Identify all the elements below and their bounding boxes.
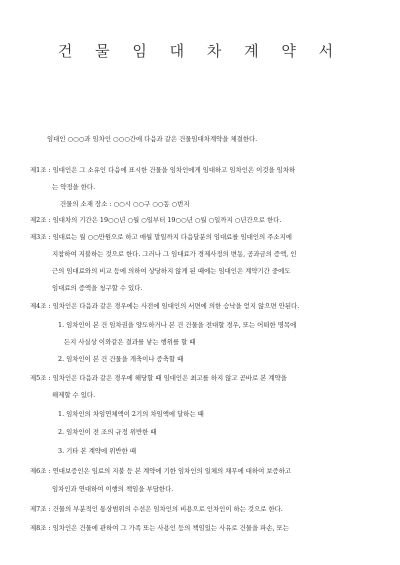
article-3-line-4: 임대료의 증액을 청구할 수 있다. [52, 284, 143, 292]
article-2-line-1: 제2조 : 임대차의 기간은 19○○년 ○월 ○일부터 19○○년 ○월 ○일까지 ○년간으로 한다. [30, 216, 282, 224]
article-3-line-1: 제3조 : 임대료는 월 ○○만원으로 하고 매월 말일까지 다음달분의 임대료를 임대인의 주소지에 [30, 233, 292, 241]
article-4-item-1-line-2: 든지 사실상 이와같은 결과를 낳는 행위를 할 때 [64, 338, 196, 346]
article-6-line-2: 임차인과 연대하여 이행의 책임을 부담한다. [52, 485, 174, 493]
article-5-line-2: 해제할 수 있다. [52, 391, 96, 399]
article-3-line-3: 근의 임대료와의 비교 등에 의하여 상당하지 않게 된 때에는 임대인은 계약기간 중에도 [52, 267, 291, 275]
article-4-line-1: 제4조 : 임차인은 다음과 같은 경우에는 사전에 임대인의 서면에 의한 승낙을 얻지 않으면 안된다. [30, 302, 300, 310]
article-3-line-2: 지참하여 지불하는 것으로 한다. 그러나 그 임대료가 경제사정의 변동, 공과금의 증액, 인 [52, 250, 297, 258]
article-7-line-1: 제7조 : 건물의 부분적인 통상범위의 수선은 임차인의 비용으로 인차인이 하는 것으로 한다. [30, 505, 283, 513]
article-4-item-1-line-1: 1. 임차인이 본 건 임차권을 양도하거나 본 건 건물을 전대할 경우, 또는 어떠한 명목에 [58, 321, 297, 329]
building-location-line: 건물의 소재 장소 : ○○시 ○○구 ○○동 ○번지 [60, 200, 190, 208]
article-6-line-1: 제6조 : 연대보증인은 임료의 지불 등 본 계약에 기한 임차인의 일체의 채무에 대하여 보증하고 [30, 467, 292, 475]
intro-paragraph: 임대인 ○○○과 임차인 ○○○간에 다음과 같은 건물임대차계약을 체결한다. [47, 135, 258, 143]
article-5-line-1: 제5조 : 임차인은 다음과 같은 경우에 해당할 때 임대인은 최고를 하지 않고 곧바로 본 계약을 [30, 374, 287, 382]
document-title: 건 물 임 대 차 계 약 서 [57, 42, 343, 60]
article-5-item-1: 1. 임차인의 차임연체액이 2기의 차임액에 달하는 때 [58, 410, 204, 418]
article-1-line-2: 는 약정을 한다. [52, 183, 96, 191]
article-8-line-1: 제8조 : 임차인은 건물에 관하여 그 가족 또는 사용인 등의 책임있는 사유로 건물을 파손, 또는 [30, 524, 289, 532]
article-5-item-2: 2. 임차인이 전 조의 규정 위반한 때 [58, 428, 157, 436]
article-4-item-2: 2. 임차인이 본 건 건물을 개축이나 증축할 때 [58, 355, 184, 363]
article-5-item-3: 3. 기타 본 계약에 위반한 때 [58, 447, 136, 455]
article-1-line-1: 제1조 : 임대인은 그 소유인 다음에 표시한 건물을 임차인에게 임대하고 임차인은 이것을 임차하 [30, 166, 296, 174]
